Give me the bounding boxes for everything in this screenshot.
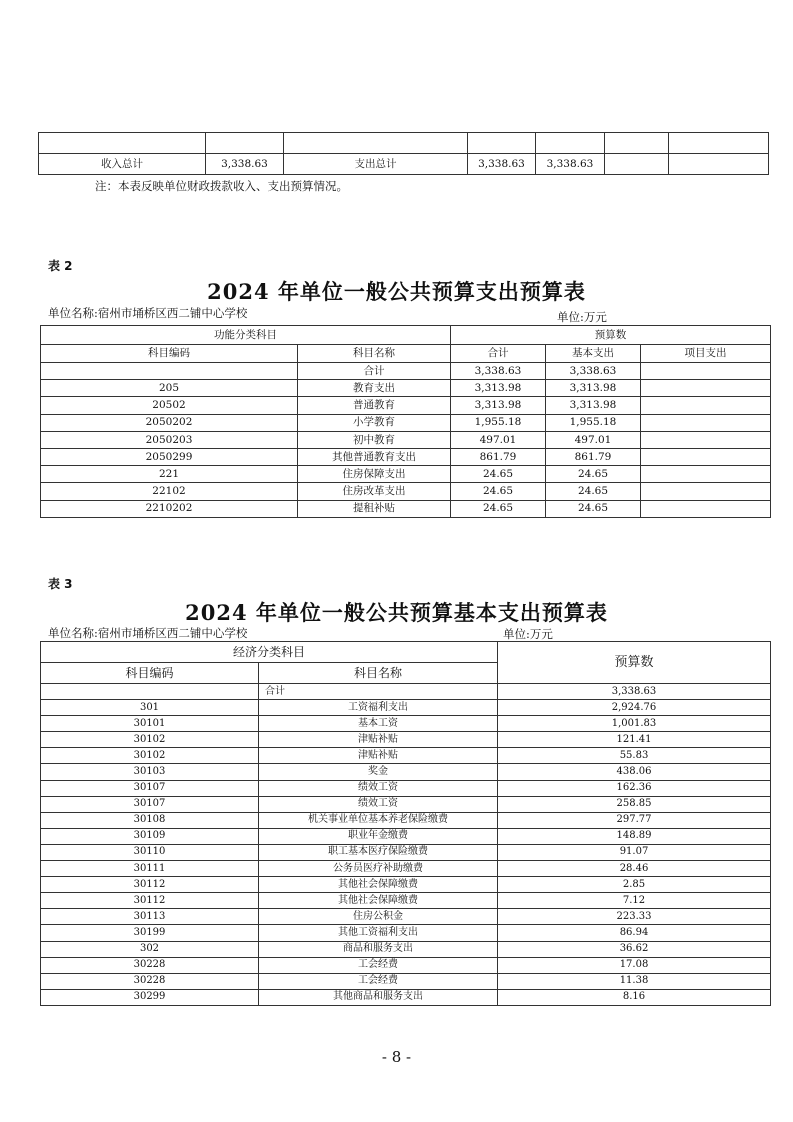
column-header: 合计 (451, 344, 546, 363)
table-cell: 3,338.63 (498, 684, 771, 700)
table-cell: 3,338.63 (206, 154, 284, 175)
table-cell: 438.06 (498, 764, 771, 780)
table-cell: 2050299 (41, 448, 298, 465)
table3-unit: 单位:万元 (503, 627, 553, 641)
table-cell: 初中教育 (298, 431, 451, 448)
table-cell: 支出总计 (284, 154, 468, 175)
table-cell: 221 (41, 466, 298, 483)
table-cell: 2210202 (41, 500, 298, 517)
table-cell: 30110 (41, 844, 259, 860)
table-cell: 住房改革支出 (298, 483, 451, 500)
table-cell (536, 133, 605, 154)
table-cell: 2050202 (41, 414, 298, 431)
table-cell: 奖金 (259, 764, 498, 780)
table-cell: 3,338.63 (546, 363, 641, 380)
table-cell: 24.65 (546, 500, 641, 517)
table-row (41, 700, 771, 716)
table2-label: 表 2 (48, 259, 73, 273)
table-cell: 258.85 (498, 796, 771, 812)
table-cell: 30102 (41, 748, 259, 764)
table-cell (641, 431, 771, 448)
table-cell: 24.65 (451, 466, 546, 483)
table-cell: 小学教育 (298, 414, 451, 431)
table-row (41, 861, 771, 877)
table-cell (641, 466, 771, 483)
table-cell: 205 (41, 380, 298, 397)
table-cell: 其他普通教育支出 (298, 448, 451, 465)
table-cell: 497.01 (451, 431, 546, 448)
table3-unit-name: 单位名称:宿州市埇桥区西二铺中心学校 (48, 626, 248, 640)
table-cell: 861.79 (451, 448, 546, 465)
general-budget-expenditure-table (40, 325, 771, 518)
table-cell: 3,313.98 (546, 397, 641, 414)
table-cell: 其他社会保障缴费 (259, 877, 498, 893)
table-row (41, 957, 771, 973)
table-cell: 3,313.98 (546, 380, 641, 397)
table-cell: 津贴补贴 (259, 732, 498, 748)
table-cell: 148.89 (498, 828, 771, 844)
table-cell: 住房公积金 (259, 909, 498, 925)
table-cell: 24.65 (546, 483, 641, 500)
table-cell: 30107 (41, 780, 259, 796)
table-cell: 24.65 (451, 500, 546, 517)
table-cell: 297.77 (498, 812, 771, 828)
table-row (41, 812, 771, 828)
table-cell: 3,313.98 (451, 380, 546, 397)
table-row (41, 941, 771, 957)
table-cell (41, 363, 298, 380)
table-cell (468, 133, 536, 154)
table-cell: 20502 (41, 397, 298, 414)
table-cell: 绩效工资 (259, 796, 498, 812)
table-cell: 普通教育 (298, 397, 451, 414)
table2-unit: 单位:万元 (557, 310, 607, 324)
table-cell (41, 684, 259, 700)
table-cell: 30111 (41, 861, 259, 877)
table-row (39, 133, 769, 154)
table-row (41, 828, 771, 844)
table-row (41, 466, 771, 483)
table-cell: 24.65 (546, 466, 641, 483)
table-cell: 162.36 (498, 780, 771, 796)
table-cell: 7.12 (498, 893, 771, 909)
table-cell (39, 133, 206, 154)
table-row (41, 877, 771, 893)
column-header: 科目编码 (41, 344, 298, 363)
table-row (41, 909, 771, 925)
page-number: - 8 - (381, 1048, 412, 1066)
table2-title: 2024 年单位一般公共预算支出预算表 (207, 279, 586, 304)
table-cell: 30102 (41, 732, 259, 748)
header-functional-classification: 功能分类科目 (41, 326, 451, 345)
table-cell (284, 133, 468, 154)
table-cell: 301 (41, 700, 259, 716)
table-cell: 工资福利支出 (259, 700, 498, 716)
table-cell: 工会经费 (259, 973, 498, 989)
table-cell: 3,313.98 (451, 397, 546, 414)
table-cell: 30107 (41, 796, 259, 812)
table-cell (641, 363, 771, 380)
table-cell: 2.85 (498, 877, 771, 893)
table2-unit-name: 单位名称:宿州市埇桥区西二铺中心学校 (48, 306, 248, 320)
table-cell: 机关事业单位基本养老保险缴费 (259, 812, 498, 828)
table-cell: 1,955.18 (451, 414, 546, 431)
table-cell: 2050203 (41, 431, 298, 448)
table-cell: 合计 (298, 363, 451, 380)
table-cell (641, 448, 771, 465)
table-cell (641, 483, 771, 500)
table-cell: 30101 (41, 716, 259, 732)
table-cell: 其他商品和服务支出 (259, 989, 498, 1005)
table-row (41, 448, 771, 465)
table-cell (641, 414, 771, 431)
header-budget-amount: 预算数 (451, 326, 771, 345)
table-cell: 30199 (41, 925, 259, 941)
table-cell: 302 (41, 941, 259, 957)
table-cell: 1,001.83 (498, 716, 771, 732)
table-row (41, 431, 771, 448)
table-cell: 30228 (41, 957, 259, 973)
table-cell: 17.08 (498, 957, 771, 973)
table-cell: 津贴补贴 (259, 748, 498, 764)
table-cell: 提租补贴 (298, 500, 451, 517)
column-header: 科目名称 (259, 663, 498, 684)
table-cell (669, 133, 769, 154)
table-row (41, 716, 771, 732)
table-cell: 11.38 (498, 973, 771, 989)
table-cell: 3,338.63 (468, 154, 536, 175)
column-header: 基本支出 (546, 344, 641, 363)
table1-note: 注：本表反映单位财政拨款收入、支出预算情况。 (95, 179, 348, 193)
table-row (41, 500, 771, 517)
table-cell: 职工基本医疗保险缴费 (259, 844, 498, 860)
column-header: 项目支出 (641, 344, 771, 363)
table-row (41, 483, 771, 500)
table-cell (641, 380, 771, 397)
income-expense-summary-table (38, 132, 769, 175)
table3-title: 2024 年单位一般公共预算基本支出预算表 (185, 600, 608, 625)
table-row (41, 893, 771, 909)
table-cell: 30112 (41, 877, 259, 893)
table-cell: 其他社会保障缴费 (259, 893, 498, 909)
table-row (41, 732, 771, 748)
table-cell: 28.46 (498, 861, 771, 877)
table-cell: 30299 (41, 989, 259, 1005)
table-cell: 30108 (41, 812, 259, 828)
table-cell: 商品和服务支出 (259, 941, 498, 957)
table-cell: 91.07 (498, 844, 771, 860)
table-cell: 121.41 (498, 732, 771, 748)
table-row (41, 397, 771, 414)
table-row (41, 414, 771, 431)
table-row (41, 380, 771, 397)
table3-label: 表 3 (48, 577, 73, 591)
column-header: 科目名称 (298, 344, 451, 363)
table-row (41, 973, 771, 989)
table-cell: 24.65 (451, 483, 546, 500)
table-cell (641, 397, 771, 414)
table-cell (641, 500, 771, 517)
table-cell: 30228 (41, 973, 259, 989)
table-cell: 住房保障支出 (298, 466, 451, 483)
table-cell: 30112 (41, 893, 259, 909)
column-header: 科目编码 (41, 663, 259, 684)
table-row (41, 844, 771, 860)
table-cell: 30109 (41, 828, 259, 844)
table-cell: 86.94 (498, 925, 771, 941)
table-row (41, 796, 771, 812)
table-cell (669, 154, 769, 175)
table-cell (605, 133, 669, 154)
table-cell: 教育支出 (298, 380, 451, 397)
table-cell: 30113 (41, 909, 259, 925)
table-cell: 绩效工资 (259, 780, 498, 796)
table-cell: 其他工资福利支出 (259, 925, 498, 941)
table-cell: 基本工资 (259, 716, 498, 732)
table-cell: 55.83 (498, 748, 771, 764)
table-cell: 2,924.76 (498, 700, 771, 716)
header-budget-amount: 预算数 (498, 642, 771, 684)
table-cell: 公务员医疗补助缴费 (259, 861, 498, 877)
table-row (41, 925, 771, 941)
table-row (41, 764, 771, 780)
table-row (41, 780, 771, 796)
table-cell: 3,338.63 (536, 154, 605, 175)
table-cell: 8.16 (498, 989, 771, 1005)
table-cell: 工会经费 (259, 957, 498, 973)
table-cell: 22102 (41, 483, 298, 500)
table-row (41, 989, 771, 1005)
table-cell: 497.01 (546, 431, 641, 448)
table-cell: 3,338.63 (451, 363, 546, 380)
table-cell: 1,955.18 (546, 414, 641, 431)
table-cell: 223.33 (498, 909, 771, 925)
table-row (39, 154, 769, 175)
table-cell: 收入总计 (39, 154, 206, 175)
table-cell: 职业年金缴费 (259, 828, 498, 844)
table-cell (605, 154, 669, 175)
table-row (41, 748, 771, 764)
table-cell: 合计 (259, 684, 498, 700)
table-row (41, 684, 771, 700)
table-cell (206, 133, 284, 154)
table-cell: 36.62 (498, 941, 771, 957)
header-economic-classification: 经济分类科目 (41, 642, 498, 663)
table-cell: 30103 (41, 764, 259, 780)
basic-expenditure-table (40, 641, 771, 1006)
table-cell: 861.79 (546, 448, 641, 465)
table-row (41, 363, 771, 380)
